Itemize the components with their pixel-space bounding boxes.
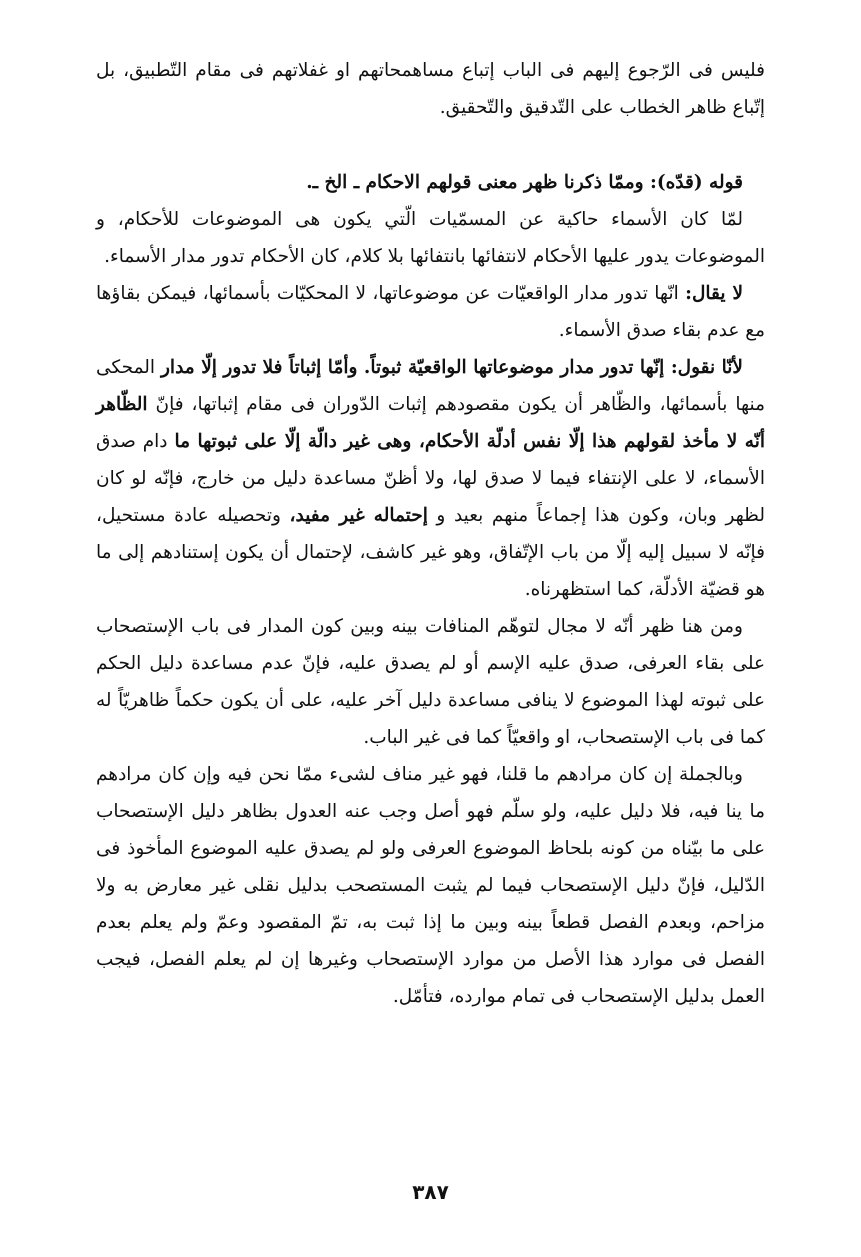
paragraph-4-lead: لأنّا نقول: [670, 357, 743, 378]
paragraph-4-bold-3: إحتماله غير مفيد، [289, 505, 428, 526]
paragraph-4 [96, 349, 765, 608]
section-heading: قوله (قدّه): وممّا ذكرنا ظهر معنى قولهم الاحكام ـ الخ ـ. [306, 172, 743, 193]
paragraph-2: لمّا كان الأسماء حاكية عن المسمّيات الّتي يكون هى الموضوعات للأحكام، و الموضوعات يدور عليها الأحكام لانتفائها بانتفائها بلا كلام، كان الأحكام تدور مدار الأسماء. [96, 209, 765, 267]
paragraph-5: ومن هنا ظهر أنّه لا مجال لتوهّم المنافات بينه وبين كون المدار فى باب الإستصحاب على بقاء العرفى، صدق عليه الإسم أو لم يصدق عليه، فإنّ عدم مساعدة دليل الحكم على ثبوته لهذا الموضوع لا ينافى مساعدة دليل آخر عليه، على أن يكون حكماً ظاهريّاً له كما فى باب الإستصحاب، او واقعيّاً كما فى غير الباب. [96, 616, 765, 748]
paragraph-4-bold-1: إنّها تدور مدار موضوعاتها الواقعيّة ثبوتاً. وأمّا إثباتاً فلا تدور إلّا مدار [161, 357, 671, 378]
paragraph-4-mid: المحكى منها بأسمائها، والظّاهر أن يكون مقصودهم إثبات الدّوران فى مقام إثباتها، فإنّ [96, 357, 765, 415]
paragraph-3 [96, 275, 765, 349]
paragraph-3-text: انّها تدور مدار الواقعيّات عن موضوعاتها، لا المحكيّات بأسمائها، فيمكن بقاؤها مع عدم بقاء صدق الأسماء. [96, 283, 765, 341]
paragraph-4-bold-2: الظّاهر أنّه لا مأخذ لقولهم هذا إلّا نفس أدلّة الأحكام، وهى غير دالّة إلّا على ثبوتها ما [96, 394, 766, 452]
paragraph-1: فليس فى الرّجوع إليهم فى الباب إتباع مساهمحاتهم او غفلاتهم فى مقام التّطبيق، بل إتّباع ظاهر الخطاب على التّدقيق والتّحقيق. [96, 60, 765, 118]
paragraph-4-end: وتحصيله عادة مستحيل، فإنّه لا سبيل إليه إلّا من باب الإتّفاق، وهو غير كاشف، لإحتمال أن يكون إستنادهم إلى ما هو قضيّة الأدلّة، كما استظهرناه. [96, 505, 765, 600]
paragraph-6: وبالجملة إن كان مرادهم ما قلنا، فهو غير مناف لشىء ممّا نحن فيه وإن كان مرادهم ما ينا فيه، فلا دليل عليه، ولو سلّم فهو أصل وجب عنه العدول بظاهر دليل الإستصحاب على ما بيّناه من كونه بلحاظ الموضوع العرفى ولو لم يصدق عليه الموضوع المأخوذ فى الدّليل، فإنّ دليل الإستصحاب فيما لم يثبت المستصحب بدليل نقلى غير معارض به ولا مزاحم، وبعدم الفصل قطعاً بينه وبين ما إذا ثبت به، تمّ المقصود وعمّ ولم يعلم بعدم الفصل فى موارد هذا الأصل من موارد الإستصحاب وغيرها إن لم يعلم الفصل، فيجب العمل بدليل الإستصحاب فى تمام موارده، فتأمّل. [96, 764, 765, 1007]
paragraph-3-lead: لا يقال: [685, 283, 743, 304]
body-text [96, 52, 765, 1015]
section-gap [96, 126, 765, 164]
paragraph-4-text: دام صدق الأسماء، لا على الإنتفاء فيما لا صدق لها، ولا أظنّ مساعدة دليل من خارج، فإنّه لو كان لظهر وبان، وكون هذا إجماعاً منهم بعيد و [96, 431, 765, 526]
page-number: ٣٨٧ [412, 1180, 449, 1204]
